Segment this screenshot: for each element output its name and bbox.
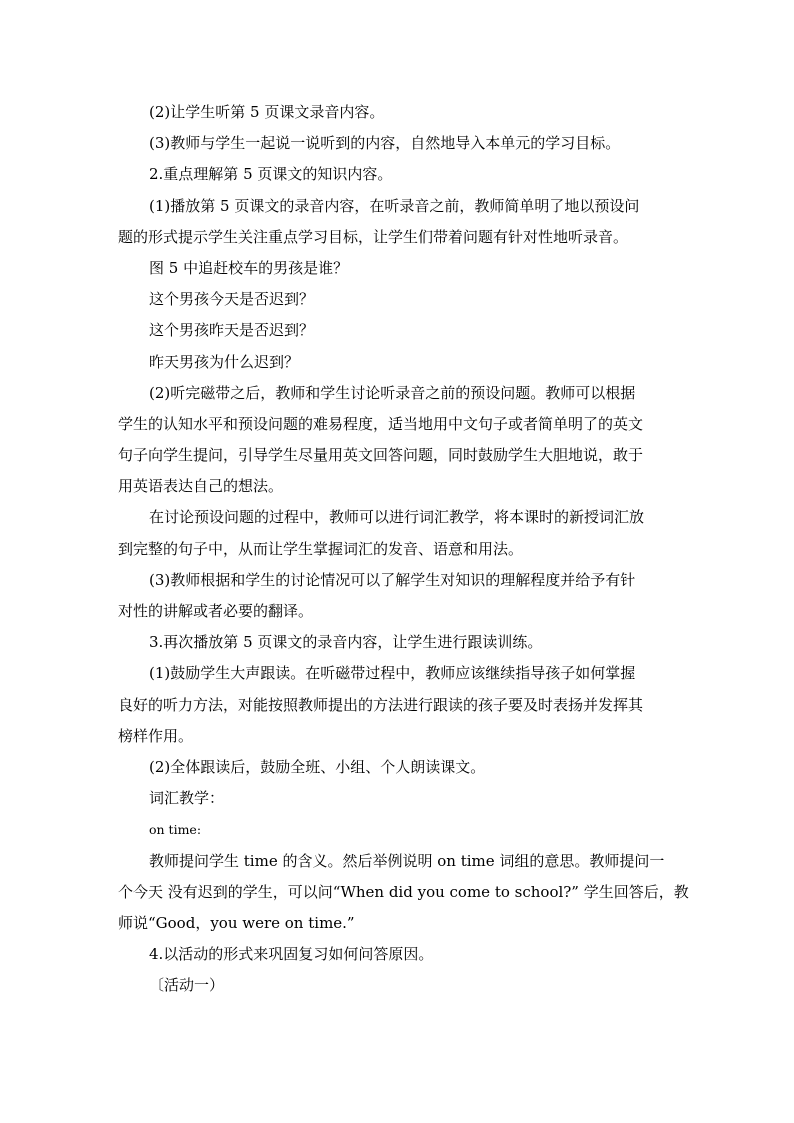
- paragraph-line: 在讨论预设问题的过程中，教师可以进行词汇教学，将本课时的新授词汇放: [149, 508, 645, 527]
- paragraph-line: (2)全体跟读后，鼓励全班、小组、个人朗读课文。: [149, 757, 486, 776]
- paragraph-line: (3)教师根据和学生的讨论情况可以了解学生对知识的理解程度并给予有针: [149, 570, 636, 589]
- activity-heading: 〔活动一）: [149, 976, 225, 995]
- paragraph-line: (1)鼓励学生大声跟读。在听磁带过程中，教师应该继续指导孩子如何掌握: [149, 664, 636, 683]
- question-line: 昨天男孩为什么迟到？: [149, 352, 300, 371]
- question-line: 这个男孩今天是否迟到？: [149, 290, 315, 309]
- paragraph-line: (2)让学生听第 5 页课文录音内容。: [149, 103, 385, 121]
- section-heading: 2.重点理解第 5 页课文的知识内容。: [149, 165, 393, 184]
- paragraph-line: 教师提问学生 time 的含义。然后举例说明 on time 词组的意思。教师提问一: [149, 851, 665, 870]
- paragraph-line: (1)播放第 5 页课文的录音内容，在听录音之前，教师简单明了地以预设问: [149, 196, 640, 215]
- paragraph-line: 良好的听力方法，对能按照教师提出的方法进行跟读的孩子要及时表扬并发挥其: [118, 695, 644, 714]
- paragraph-line: (2)听完磁带之后，教师和学生讨论听录音之前的预设问题。教师可以根据: [149, 383, 636, 402]
- question-line: 图 5 中追赶校车的男孩是谁？: [149, 258, 349, 277]
- section-heading: 4.以活动的形式来巩固复习如何问答原因。: [149, 945, 434, 964]
- paragraph-line: 对性的讲解或者必要的翻译。: [118, 602, 314, 620]
- paragraph-line: (3)教师与学生一起说一说听到的内容，自然地导入本单元的学习目标。: [149, 134, 621, 153]
- section-heading: 3.再次播放第 5 页课文的录音内容，让学生进行跟读训练。: [149, 633, 543, 652]
- paragraph-line: 到完整的句子中，从而让学生掌握词汇的发音、语意和用法。: [118, 539, 524, 558]
- paragraph-line: 学生的认知水平和预设问题的难易程度，适当地用中文句子或者简单明了的英文: [118, 414, 644, 433]
- vocabulary-term: on time:: [149, 822, 202, 838]
- paragraph-line: 榜样作用。: [118, 726, 194, 745]
- question-line: 这个男孩昨天是否迟到？: [149, 321, 315, 340]
- paragraph-line: 用英语表达自己的想法。: [118, 477, 284, 496]
- paragraph-line: 个今天 没有迟到的学生，可以问“When did you come to school?” 学生回答后，教: [118, 882, 689, 901]
- paragraph-line: 句子向学生提问，引导学生尽量用英文回答问题，同时鼓励学生大胆地说，敢于: [118, 446, 644, 465]
- subheading: 词汇教学：: [149, 789, 225, 808]
- document-body: [118, 97, 688, 1001]
- paragraph-line: 师说“Good，you were on time.”: [118, 913, 355, 932]
- paragraph-line: 题的形式提示学生关注重点学习目标，让学生们带着问题有针对性地听录音。: [118, 227, 629, 246]
